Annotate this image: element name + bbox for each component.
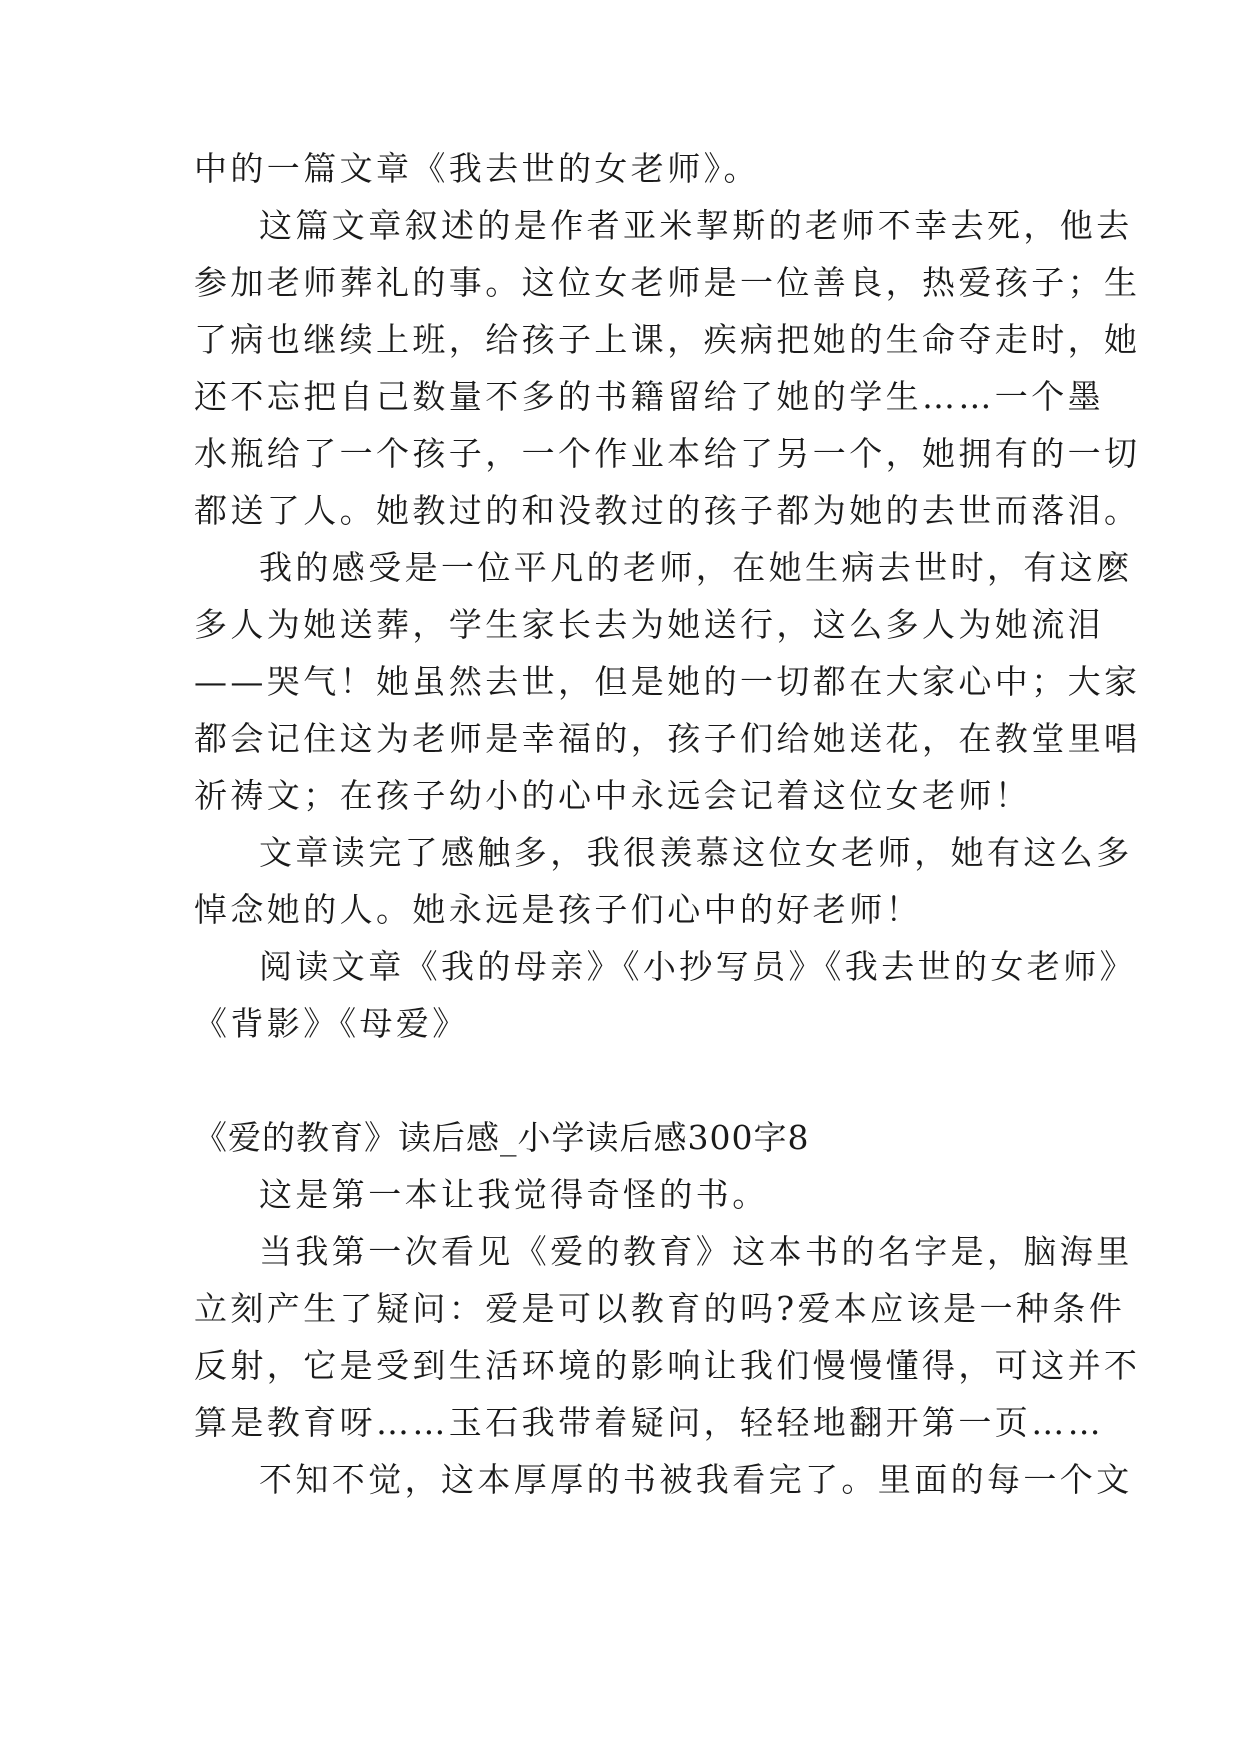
text-line: 这篇文章叙述的是作者亚米挈斯的老师不幸去死，他去 <box>259 206 1133 245</box>
text-line: 算是教育呀……玉石我带着疑问，轻轻地翻开第一页…… <box>194 1403 1104 1442</box>
text-line: 水瓶给了一个孩子，一个作业本给了另一个，她拥有的一切 <box>194 434 1141 473</box>
text-line: 参加老师葬礼的事。这位女老师是一位善良，热爱孩子；生 <box>194 263 1141 302</box>
text-line: 都会记住这为老师是幸福的，孩子们给她送花，在教堂里唱 <box>194 719 1141 758</box>
text-line: 《背影》《母爱》 <box>194 1004 469 1043</box>
text-line: 文章读完了感触多，我很羡慕这位女老师，她有这么多 <box>259 833 1133 872</box>
text-line: 祈祷文；在孩子幼小的心中永远会记着这位女老师！ <box>194 776 1032 815</box>
text-line: 不知不觉，这本厚厚的书被我看完了。里面的每一个文 <box>259 1460 1133 1499</box>
text-line: 都送了人。她教过的和没教过的孩子都为她的去世而落泪。 <box>194 491 1141 530</box>
text-line: 悼念她的人。她永远是孩子们心中的好老师！ <box>194 890 922 929</box>
text-line: 这是第一本让我觉得奇怪的书。 <box>259 1175 769 1214</box>
text-line: 中的一篇文章《我去世的女老师》。 <box>194 149 760 188</box>
text-line: 当我第一次看见《爱的教育》这本书的名字是，脑海里 <box>259 1232 1133 1271</box>
text-line: ——哭气！她虽然去世，但是她的一切都在大家心中；大家 <box>194 662 1141 701</box>
text-line: 阅读文章《我的母亲》《小抄写员》《我去世的女老师》 <box>259 947 1136 986</box>
text-line: 反射，它是受到生活环境的影响让我们慢慢懂得，可这并不 <box>194 1346 1141 1385</box>
text-line: 了病也继续上班，给孩子上课，疾病把她的生命夺走时，她 <box>194 320 1141 359</box>
text-line: 立刻产生了疑问：爱是可以教育的吗?爱本应该是一种条件 <box>194 1289 1126 1328</box>
text-line: 多人为她送葬，学生家长去为她送行，这么多人为她流泪 <box>194 605 1104 644</box>
text-line: 我的感受是一位平凡的老师，在她生病去世时，有这麽 <box>259 548 1133 587</box>
text-line: 还不忘把自己数量不多的书籍留给了她的学生……一个墨 <box>194 377 1104 416</box>
section-heading: 《爱的教育》读后感_小学读后感300字8 <box>194 1118 810 1157</box>
